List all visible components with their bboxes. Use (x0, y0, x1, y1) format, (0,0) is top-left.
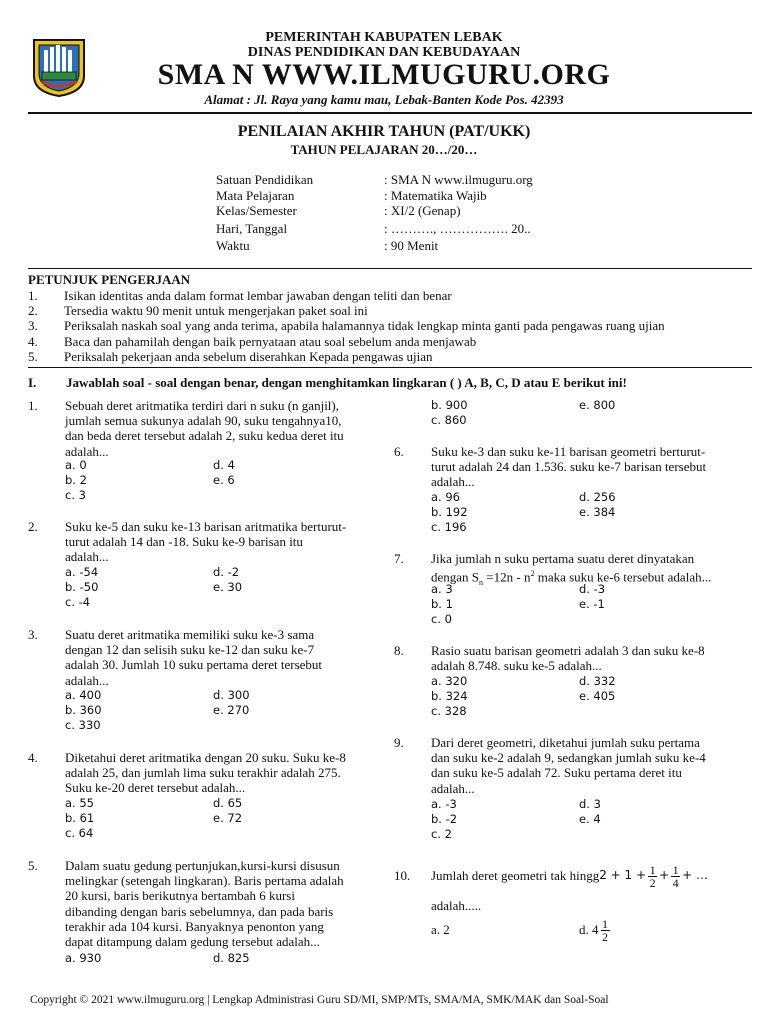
option-e[interactable]: e. 270 (213, 703, 250, 718)
option-a[interactable]: a. 930 (65, 951, 102, 965)
question-3: 3. Suatu deret aritmatika memiliki suku ke-3 sama dengan 12 dan selisih suku ke-12 dan suku ke-7 adalah 30. Jumlah 10 suku pertama deret tersebut adalah... a. 400 d. 300 b. 360 e. 270 c. 330 (28, 627, 378, 737)
question-stem: Dari deret geometri, diketahui jumlah suku pertama dan suku ke-2 adalah 9, sedangkan jumlah suku ke-4 dan suku ke-5 adalah 72. Suku pertama deret itu adalah... (431, 735, 706, 796)
option-b[interactable]: b. -2 (431, 812, 458, 827)
instructions-divider (28, 367, 752, 368)
question-stem: Jumlah deret geometri tak hingg 2 + 1 + $\frac{1}{2}$ + $\frac{1}{4}$ + … adalah..... (431, 862, 708, 913)
question-10: 10. Jumlah deret geometri tak hingg 2 + 1 + $\frac{1}{2}$ + $\frac{1}{4}$ + … adalah..... a. 2 d. 4 $\frac{1}{2}$ (394, 858, 744, 948)
option-a[interactable]: a. -54 (65, 565, 99, 579)
info-label: Hari, Tanggal (216, 220, 288, 236)
instruction-item: 5. Periksalah pekerjaan anda sebelum diserahkan Kepada pengawas ujian (28, 348, 433, 364)
question-2: 2. Suku ke-5 dan suku ke-13 barisan aritmatika berturut- turut adalah 14 dan -18. Suku ke-9 barisan itu adalah... a. -54 d. -2 b. -50 e. 30 c. -4 (28, 519, 378, 619)
exam-title: PENILAIAN AKHIR TAHUN (PAT/UKK) (237, 123, 531, 140)
question-4: 4. Diketahui deret aritmatika dengan 20 suku. Suku ke-8 adalah 25, dan jumlah lima suku terakhir adalah 275. Suku ke-20 deret tersebut adalah... a. 55 d. 65 b. 61 e. 72 c. 64 (28, 750, 378, 845)
option-a[interactable]: a. 0 (65, 458, 87, 472)
option-d[interactable]: d. 300 (213, 688, 250, 702)
option-c[interactable]: c. -4 (65, 595, 91, 610)
option-c[interactable]: c. 2 (431, 827, 452, 842)
option-c[interactable]: c. 0 (431, 612, 452, 627)
option-e[interactable]: e. 4 (579, 812, 601, 827)
option-c[interactable]: c. 860 (431, 413, 467, 428)
option-d[interactable]: d. 65 (213, 796, 243, 810)
answer-options (431, 916, 751, 944)
option-a[interactable]: a. 3 (431, 582, 453, 596)
question-5: 5. Dalam suatu gedung pertunjukan,kursi-kursi disusun melingkar (setengah lingkaran). Baris pertama adalah 20 kursi, baris berikutnya bertambah 6 kursi dibanding dengan baris sebelumnya, dan pada baris terakhir ada 104 kursi. Banyaknya penonton yang dapat ditampung dalam gedung tersebut adalah... a. 930 d. 825 (28, 858, 378, 970)
fraction-one-quarter: $\frac{1}{4}$ (672, 862, 679, 890)
option-d[interactable]: d. 3 (579, 797, 601, 811)
option-d[interactable]: d. 4 (213, 458, 235, 472)
info-value: : ………., ……………. 20.. (384, 220, 531, 236)
info-value: : SMA N www.ilmuguru.org (384, 172, 533, 187)
option-e[interactable]: e. -1 (579, 597, 605, 612)
option-c[interactable]: c. 3 (65, 488, 86, 503)
option-c[interactable]: c. 328 (431, 704, 467, 719)
option-e[interactable]: e. 384 (579, 505, 616, 520)
option-a[interactable]: a. 400 (65, 688, 102, 702)
option-b[interactable]: b. 192 (431, 505, 468, 520)
answer-options (65, 458, 385, 504)
question-1: 1. Sebuah deret aritmatika terdiri dari n suku (n ganjil), jumlah semua sukunya adalah 90, suku tengahnya10, dan beda deret tersebut adalah 2, suku kedua deret itu adalah... a. 0 d. 4 b. 2 e. 6 c. 3 (28, 398, 378, 508)
instruction-item: 4. Baca dan pahamilah dengan baik pernyataan atau soal sebelum anda menjawab (28, 333, 477, 349)
info-value: : 90 Menit (384, 238, 439, 253)
option-d[interactable]: d. -3 (579, 582, 606, 596)
option-b[interactable]: b. 360 (65, 703, 102, 718)
copyright-footer: Copyright © 2021 www.ilmuguru.org | Lengkap Administrasi Guru SD/MI, SMP/MTs, SMA/MA, SMK/MAK dan Soal-Soal (30, 994, 609, 1006)
info-row (216, 203, 533, 219)
option-b[interactable]: b. -50 (65, 580, 99, 595)
option-a[interactable]: a. 96 (431, 490, 460, 504)
instruction-item: 2. Tersedia waktu 90 menit untuk mengerjakan paket soal ini (28, 303, 368, 319)
info-label: Mata Pelajaran (216, 187, 295, 203)
option-b[interactable]: b. 900 (431, 398, 468, 412)
answer-options (431, 674, 751, 720)
answer-options (431, 797, 751, 843)
option-a[interactable]: a. -3 (431, 797, 457, 811)
instructions-heading: PETUNJUK PENGERJAAN (28, 272, 191, 287)
info-row (216, 221, 533, 237)
option-b[interactable]: b. 324 (431, 689, 468, 704)
option-a[interactable]: a. 2 (431, 922, 450, 938)
instruction-item: 1. Isikan identitas anda dalam format lembar jawaban dengan teliti dan benar (28, 288, 452, 303)
instruction-item: 3. Periksalah naskah soal yang anda terima, apabila halamannya tidak lengkap minta ganti pada pengawas ruang ujian (28, 318, 665, 334)
answer-options (65, 688, 385, 734)
department-name: DINAS PENDIDIKAN DAN KEBUDAYAAN (247, 45, 521, 60)
government-name: PEMERINTAH KABUPATEN LEBAK (265, 30, 503, 45)
option-d[interactable]: d. 256 (579, 490, 616, 504)
answer-options (431, 582, 751, 628)
info-row (216, 172, 533, 188)
answer-options (431, 398, 751, 428)
option-a[interactable]: a. 320 (431, 674, 468, 688)
info-label: Kelas/Semester (216, 203, 297, 218)
option-e[interactable]: e. 800 (579, 398, 616, 412)
option-e[interactable]: e. 405 (579, 689, 616, 704)
question-stem: Jika jumlah n suku pertama suatu deret dinyatakan dengan $S_n =12n - n^2$ maka suku ke-6 tersebut adalah... (431, 551, 712, 588)
answer-options (65, 796, 385, 842)
info-label: Satuan Pendidikan (216, 172, 314, 187)
part-one-heading: I. Jawablah soal - soal dengan benar, dengan menghitamkan lingkaran ( ) A, B, C, D atau E berikut ini! (28, 375, 627, 390)
fraction-one-half: $\frac{1}{2}$ (649, 862, 656, 890)
question-8: 8. Rasio suatu barisan geometri adalah 3 dan suku ke-8 adalah 8.748. suku ke-5 adalah... a. 320 d. 332 b. 324 e. 405 c. 328 (394, 643, 744, 723)
option-e[interactable]: e. 72 (213, 811, 243, 826)
question-stem: Diketahui deret aritmatika dengan 20 suku. Suku ke-8 adalah 25, dan jumlah lima suku terakhir adalah 275. Suku ke-20 deret tersebut adalah... (65, 750, 346, 796)
option-e[interactable]: e. 6 (213, 473, 235, 488)
exam-info (216, 172, 533, 254)
option-b[interactable]: b. 1 (431, 597, 453, 612)
question-stem: Sebuah deret aritmatika terdiri dari n suku (n ganjil), jumlah semua sukunya adalah 90, suku tengahnya10, dan beda deret tersebut adalah 2, suku kedua deret itu adalah... (65, 398, 344, 459)
question-stem: Rasio suatu barisan geometri adalah 3 dan suku ke-8 adalah 8.748. suku ke-5 adalah... (431, 643, 705, 674)
question-stem: Dalam suatu gedung pertunjukan,kursi-kursi disusun melingkar (setengah lingkaran). Baris pertama adalah 20 kursi, baris berikutnya bertambah 6 kursi dibanding dengan baris sebelumnya, dan pada baris terakhir ada 104 kursi. Banyaknya penonton yang dapat ditampung dalam gedung tersebut adalah... (65, 858, 344, 950)
answer-options (65, 951, 385, 966)
option-c[interactable]: c. 196 (431, 520, 467, 535)
info-value: : XI/2 (Genap) (384, 203, 461, 218)
question-5-continued (394, 398, 744, 430)
option-d[interactable]: d. 332 (579, 674, 616, 688)
school-address: Alamat : Jl. Raya yang kamu mau, Lebak-Banten Kode Pos. 42393 (204, 92, 564, 107)
info-value: : Matematika Wajib (384, 187, 487, 203)
question-9: 9. Dari deret geometri, diketahui jumlah suku pertama dan suku ke-2 adalah 9, sedangkan jumlah suku ke-4 dan suku ke-5 adalah 72. Suku pertama deret itu adalah... a. -3 d. 3 b. -2 e. 4 c. 2 (394, 735, 744, 845)
option-a[interactable]: a. 55 (65, 796, 94, 810)
info-row (216, 188, 533, 204)
question-stem: Suku ke-5 dan suku ke-13 barisan aritmatika berturut- turut adalah 14 dan -18. Suku ke-9 barisan itu adalah... (65, 519, 347, 565)
question-stem: Suatu deret aritmatika memiliki suku ke-3 sama dengan 12 dan selisih suku ke-12 dan suku ke-7 adalah 30. Jumlah 10 suku pertama deret tersebut adalah... (65, 627, 323, 688)
option-c[interactable]: c. 330 (65, 718, 101, 733)
question-6: 6. Suku ke-3 dan suku ke-11 barisan geometri berturut- turut adalah 24 dan 1.536. suku ke-7 barisan tersebut adalah... a. 96 d. 256 b. 192 e. 384 c. 196 (394, 444, 744, 539)
answer-options (65, 565, 385, 611)
option-d[interactable]: d. -2 (213, 565, 240, 579)
info-row (216, 238, 533, 254)
info-label: Waktu (216, 238, 250, 253)
question-7: 7. Jika jumlah n suku pertama suatu deret dinyatakan dengan $S_n =12n - n^2$ maka suku ke-6 tersebut adalah... a. 3 d. -3 b. 1 e. -1 c. 0 (394, 551, 744, 631)
question-stem: Suku ke-3 dan suku ke-11 barisan geometri berturut- turut adalah 24 dan 1.536. suku ke-7 barisan tersebut adalah... (431, 444, 707, 490)
info-divider (28, 268, 752, 269)
header-divider (28, 112, 752, 114)
academic-year: TAHUN PELAJARAN 20…/20… (290, 142, 478, 157)
option-e[interactable]: e. 30 (213, 580, 243, 595)
school-name: SMA N WWW.ILMUGURU.ORG (157, 58, 611, 91)
option-d[interactable]: d. 4 $\frac{1}{2}$ (579, 916, 608, 944)
fraction-one-half: $\frac{1}{2}$ (602, 916, 608, 944)
instructions-list (28, 288, 748, 364)
option-c[interactable]: c. 64 (65, 826, 94, 841)
option-d[interactable]: d. 825 (213, 951, 250, 965)
option-b[interactable]: b. 61 (65, 811, 95, 826)
option-b[interactable]: b. 2 (65, 473, 87, 488)
answer-options (431, 490, 751, 536)
